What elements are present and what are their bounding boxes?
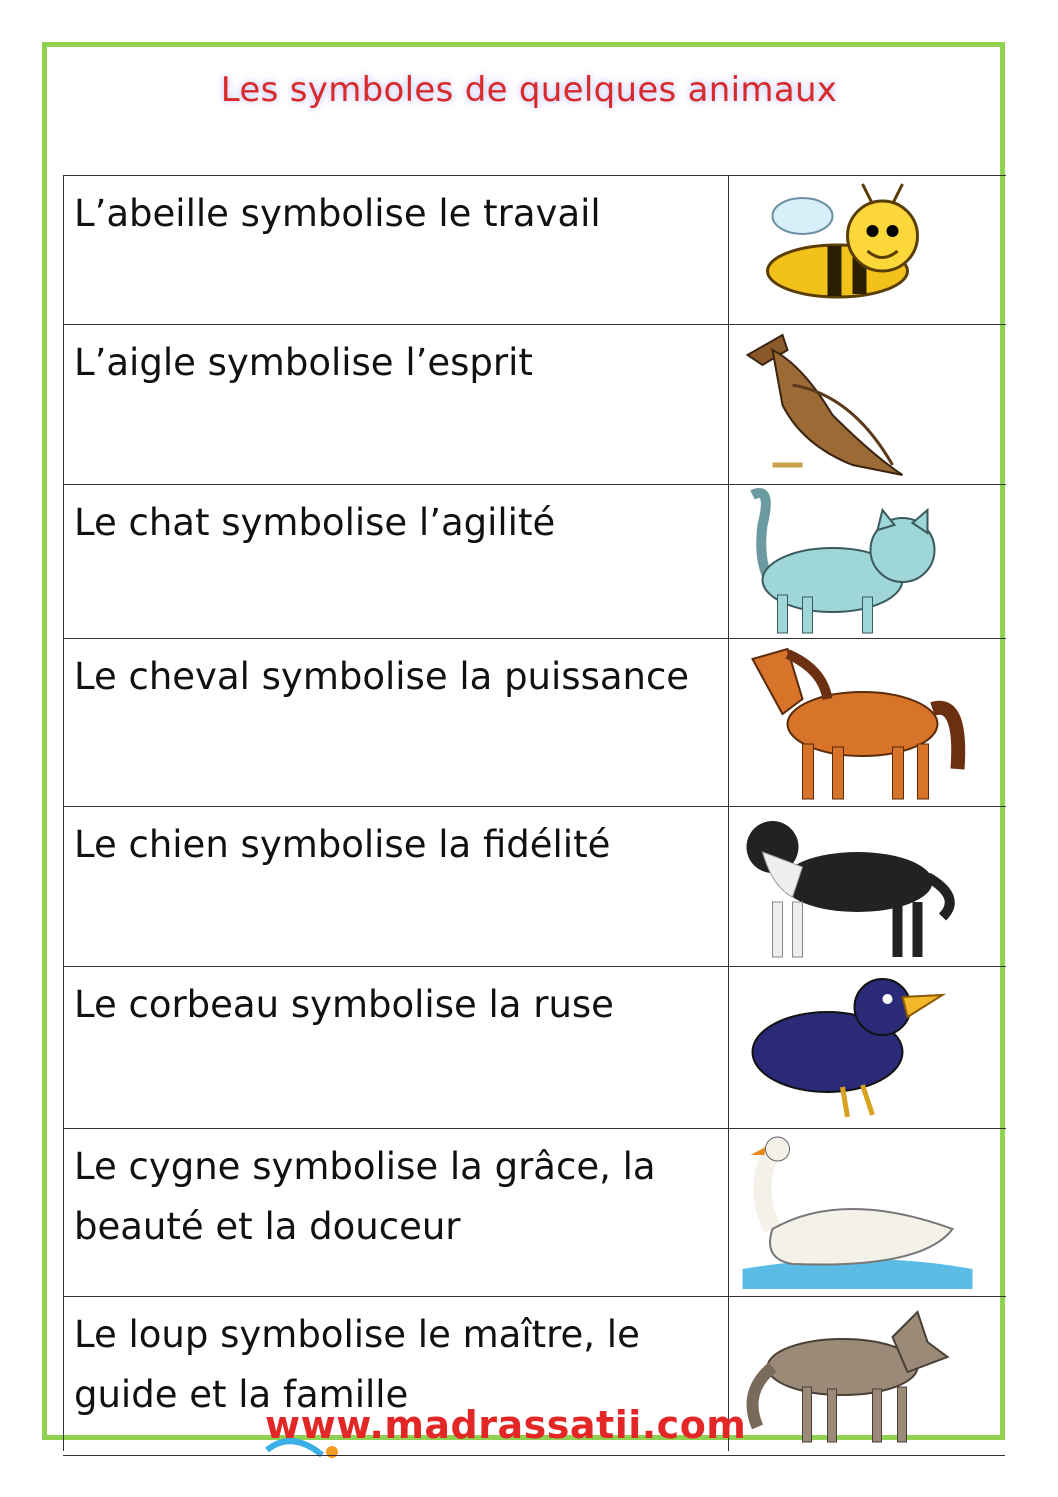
row-text: L’aigle symbolise l’esprit bbox=[64, 325, 729, 484]
divider bbox=[63, 1455, 1005, 1456]
row-text: L’abeille symbolise le travail bbox=[64, 176, 729, 324]
table-row bbox=[64, 807, 1006, 967]
cat-icon bbox=[729, 485, 1006, 638]
symbols-table bbox=[63, 175, 1006, 1451]
table-row bbox=[64, 176, 1006, 325]
table-row bbox=[64, 325, 1006, 485]
row-text: Le corbeau symbolise la ruse bbox=[64, 967, 729, 1128]
table-row bbox=[64, 485, 1006, 639]
crow-icon bbox=[729, 967, 1006, 1128]
swan-icon bbox=[729, 1129, 1006, 1296]
table-row bbox=[64, 1129, 1006, 1297]
table-row bbox=[64, 639, 1006, 807]
row-text: Le loup symbolise le maître, le guide et la famille bbox=[64, 1297, 729, 1451]
bee-icon bbox=[729, 176, 1006, 324]
eagle-icon bbox=[729, 325, 1006, 484]
wolf-icon bbox=[729, 1297, 1006, 1451]
page-title: Les symboles de quelques animaux bbox=[220, 70, 838, 110]
row-text: Le cheval symbolise la puissance bbox=[64, 639, 729, 806]
website-link[interactable]: www.madrassatii.com bbox=[265, 1403, 747, 1447]
dog-icon bbox=[729, 807, 1006, 966]
row-text: Le chien symbolise la fidélité bbox=[64, 807, 729, 966]
row-text: Le cygne symbolise la grâce, la beauté et la douceur bbox=[64, 1129, 729, 1296]
table-row bbox=[64, 967, 1006, 1129]
row-text: Le chat symbolise l’agilité bbox=[64, 485, 729, 638]
horse-icon bbox=[729, 639, 1006, 806]
